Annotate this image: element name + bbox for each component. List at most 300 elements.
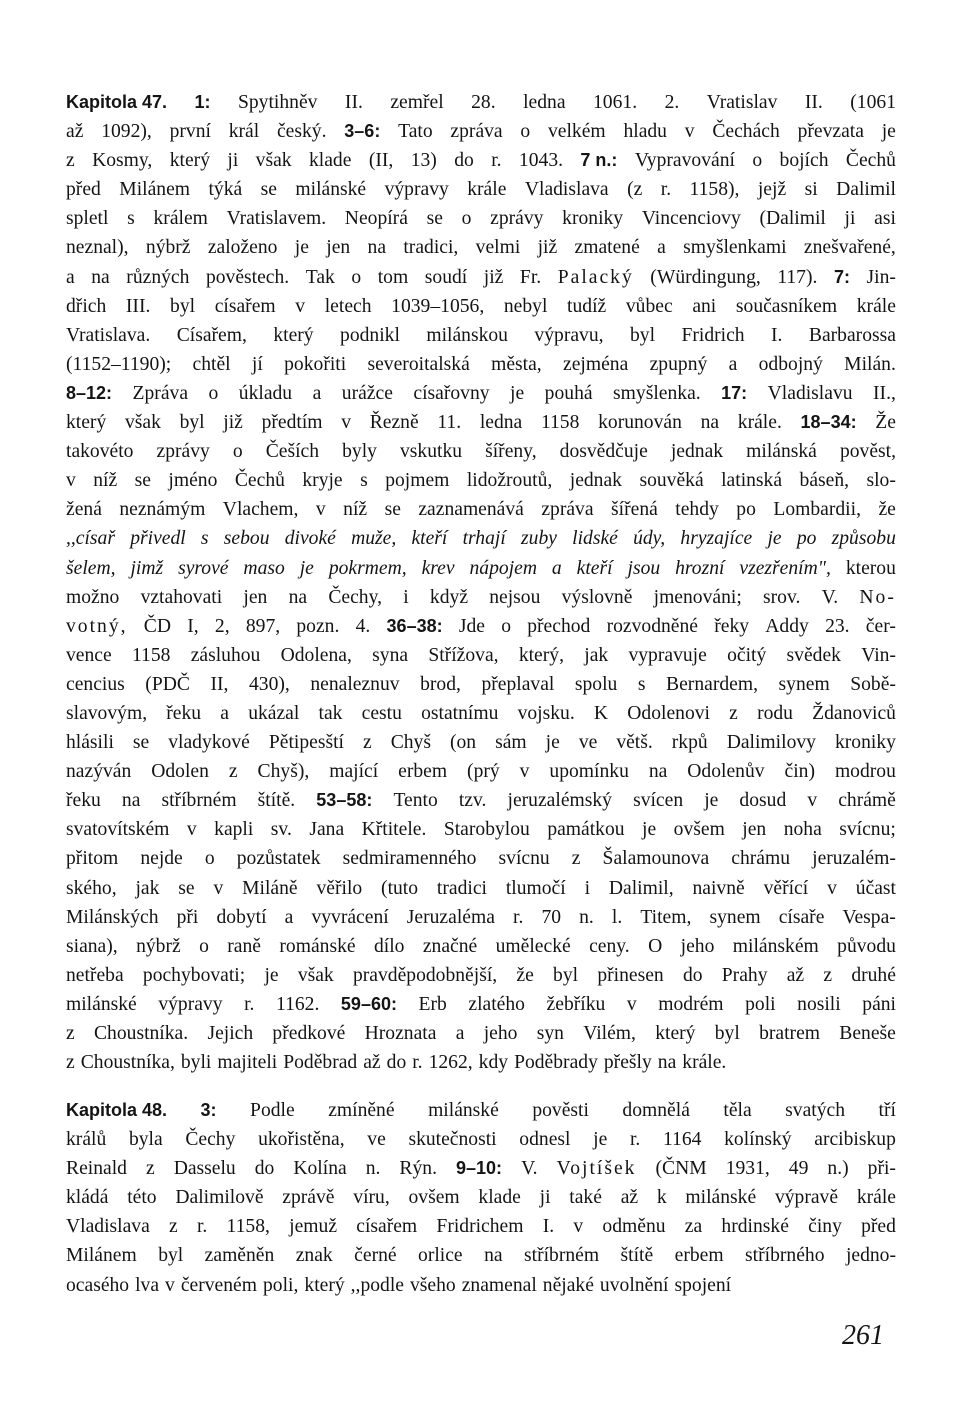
word: chrámu <box>731 848 791 870</box>
word: již <box>537 237 558 259</box>
word: zaznamenává <box>418 499 524 521</box>
text-line <box>66 117 896 146</box>
word: Odolen <box>151 761 209 783</box>
word: Addy <box>765 615 809 637</box>
word: mající <box>329 761 379 783</box>
word: Vespa- <box>842 906 896 928</box>
word: výpravu, <box>534 324 604 346</box>
word: bratrem <box>759 1023 821 1044</box>
text-line <box>66 903 896 932</box>
text-line <box>66 146 896 175</box>
text-line <box>66 379 896 408</box>
text-line <box>66 641 896 670</box>
word: na <box>648 761 668 783</box>
word: předtím <box>261 412 323 434</box>
word: Vilém, <box>583 1023 636 1044</box>
word: pokrmem, <box>328 557 407 579</box>
text-line <box>66 874 896 903</box>
word: 1164 <box>662 1129 702 1151</box>
word: nápojem <box>469 557 537 579</box>
word: krále. <box>737 412 782 434</box>
word: se <box>178 877 195 899</box>
word: 17: <box>721 382 748 403</box>
word: v <box>827 877 837 899</box>
word: v <box>341 412 352 434</box>
word: císařem <box>214 295 276 317</box>
word: Poděbrady <box>514 1052 598 1074</box>
word: pravděpodobnější, <box>352 964 498 986</box>
word: vskutku <box>399 441 463 463</box>
word: druhé <box>851 964 896 986</box>
word: milánské <box>685 1187 757 1209</box>
word: jemuž <box>289 1216 338 1238</box>
word: úkladu <box>238 382 293 404</box>
word: V. <box>521 1158 538 1180</box>
word: se <box>426 208 443 230</box>
word: je <box>299 557 314 579</box>
word: štítě. <box>257 790 296 812</box>
word: Čechů <box>234 470 285 492</box>
word: jednak <box>670 441 724 463</box>
word: kryje <box>302 470 343 492</box>
word: svícen <box>633 790 684 812</box>
word: Palacký <box>557 266 634 288</box>
word: 11. <box>437 412 462 434</box>
word: ,,podle <box>350 1274 404 1296</box>
word: je <box>264 964 279 986</box>
word: zprávy <box>490 208 544 230</box>
word: jeruzalémský <box>507 790 612 812</box>
word: v <box>684 121 695 143</box>
word: do <box>682 964 703 986</box>
text-line <box>66 88 896 117</box>
word: v <box>315 499 326 521</box>
text-line <box>66 670 896 699</box>
word: a <box>728 353 738 375</box>
word: raně <box>227 935 261 957</box>
word: neznal), <box>66 237 129 259</box>
word: milánská <box>746 441 817 463</box>
word: n. <box>579 906 594 928</box>
word: (prý <box>467 761 500 783</box>
word: král <box>228 121 260 143</box>
word: Vlachem, <box>222 499 299 521</box>
word: Kolína <box>293 1158 347 1180</box>
word: o <box>351 266 362 288</box>
word: Dalimil <box>836 179 896 201</box>
word: Fr. <box>519 266 542 288</box>
word: po <box>736 499 756 521</box>
word: 1158 <box>540 412 580 434</box>
word: románské <box>279 935 356 957</box>
word: Erb <box>418 993 447 1015</box>
word: syrové <box>178 557 229 579</box>
word: lidské <box>572 528 618 550</box>
word: šířená <box>611 499 658 521</box>
word: různých <box>126 266 190 288</box>
word: ČD <box>143 615 171 637</box>
word: Dalimilovy <box>726 732 816 754</box>
text-line <box>66 1241 896 1270</box>
word: tradici <box>436 877 487 899</box>
word: na <box>484 1245 503 1267</box>
word: při- <box>867 1158 896 1180</box>
word: syna <box>372 644 409 666</box>
word: z <box>66 150 75 172</box>
word: na <box>367 237 387 259</box>
word: krále <box>467 179 507 201</box>
word: Kosmy, <box>92 150 153 172</box>
word: ovšem <box>673 819 725 841</box>
word: dřich <box>66 295 107 317</box>
word: II., <box>873 382 896 404</box>
word: III. <box>125 295 151 317</box>
word: 1931, <box>725 1158 770 1180</box>
word: jeho <box>680 935 715 957</box>
word: (z <box>627 179 643 201</box>
word: jméno <box>168 470 218 492</box>
word: jednak <box>569 470 622 492</box>
word: 53–58: <box>316 790 373 811</box>
word: byl <box>629 324 656 346</box>
word: (on <box>449 732 477 754</box>
word: věřilo <box>316 877 363 899</box>
word: očitý <box>727 644 767 666</box>
word: šelem, <box>66 557 116 579</box>
word: spojení <box>674 1274 732 1296</box>
word: za <box>684 1216 703 1238</box>
word: Reinald <box>66 1158 127 1180</box>
word: Kapitola 48. <box>66 1100 168 1120</box>
word: který, <box>518 644 564 666</box>
word: krále. <box>682 1052 727 1074</box>
word: zpráva <box>450 121 503 143</box>
word: Dalimil, <box>608 877 674 899</box>
word: 1158 <box>131 644 171 666</box>
word: který <box>169 150 210 172</box>
word: ve <box>578 732 598 754</box>
word: o <box>232 441 243 463</box>
text-line <box>66 786 896 815</box>
text-line <box>66 466 896 495</box>
word: K <box>593 702 609 724</box>
word: s <box>637 673 646 695</box>
word: chrámě <box>838 790 896 812</box>
word: nenaleznuv <box>310 673 400 695</box>
word: přitom <box>66 848 119 870</box>
word: svatých <box>785 1100 846 1121</box>
word: tří <box>878 1100 896 1121</box>
word: kroniky <box>562 208 624 230</box>
word: jimž <box>130 557 164 579</box>
word: bojích <box>779 150 829 172</box>
word: r. <box>412 1052 423 1074</box>
word: výslovně <box>561 586 633 608</box>
word: a <box>284 906 294 928</box>
word: v <box>519 761 530 783</box>
word: původu <box>837 935 896 957</box>
word: Češích <box>265 441 320 463</box>
word: údy, <box>633 528 666 550</box>
word: stříbrném <box>161 790 237 812</box>
word: milánském <box>732 935 819 957</box>
word: Spytihněv <box>237 92 318 113</box>
word: až <box>66 121 84 143</box>
word: odměnu <box>602 1216 666 1238</box>
word: divoké <box>284 528 336 550</box>
word: Beneše <box>839 1023 896 1044</box>
word: této <box>127 1187 157 1209</box>
word: Choustníka. <box>93 1023 189 1044</box>
word: Jana <box>309 819 345 841</box>
word: značné <box>422 935 478 957</box>
word: Fridrich <box>681 324 745 346</box>
word: stříbrném <box>524 1245 600 1267</box>
word: arcibiskup <box>814 1129 896 1151</box>
word: krev <box>421 557 455 579</box>
word: (1152–1190); <box>66 353 172 375</box>
word: (II, <box>368 150 394 172</box>
word: Křtitele. <box>361 819 427 841</box>
word: z <box>66 1052 75 1074</box>
word: 3: <box>200 1100 217 1120</box>
word: v <box>165 1274 175 1296</box>
word: jejž <box>757 179 787 201</box>
word: byl <box>553 964 579 986</box>
word: kládá <box>66 1187 109 1209</box>
word: modrém <box>658 993 724 1015</box>
word: ledna <box>479 412 523 434</box>
word: kteří <box>411 528 448 550</box>
word: Milánem <box>66 1245 137 1267</box>
word: Jin- <box>866 266 896 288</box>
word: Pětipesští <box>268 732 344 754</box>
word: když <box>429 586 469 608</box>
word: z <box>169 1216 178 1238</box>
word: Kapitola 47. <box>66 92 168 112</box>
word: synem <box>709 906 761 928</box>
word: naivně <box>692 877 745 899</box>
word: Milán. <box>844 353 896 375</box>
word: králů <box>66 1129 107 1151</box>
word: se <box>384 499 401 521</box>
word: maso <box>243 557 285 579</box>
word: je <box>545 732 560 754</box>
word: jen <box>243 586 268 608</box>
word: Odolenův <box>687 761 765 783</box>
word: vzezřením", <box>739 557 831 579</box>
word: siana), <box>66 935 118 957</box>
text-line <box>66 844 896 873</box>
word: Starobylou <box>443 819 530 841</box>
word: pozůstatek <box>236 848 321 870</box>
word: tehdy <box>675 499 719 521</box>
word: Dalimilově <box>175 1187 264 1209</box>
word: Tak <box>305 266 335 288</box>
word: Ždanoviců <box>812 702 896 724</box>
word: sv. <box>270 819 292 841</box>
word: svatovítském <box>66 819 170 841</box>
word: Čechy <box>185 1129 236 1151</box>
word: vypravuje <box>628 644 707 666</box>
word: o <box>461 208 472 230</box>
word: zemřel <box>390 92 444 113</box>
word: je <box>704 790 719 812</box>
word: byl <box>158 1245 184 1267</box>
word: 18–34: <box>800 412 857 433</box>
word: 36–38: <box>386 615 443 636</box>
word: Sobě- <box>850 673 896 695</box>
word: rozvodněné <box>606 615 698 637</box>
text-line <box>66 350 896 379</box>
word: nýbrž <box>145 237 191 259</box>
word: tlumočí <box>505 877 566 899</box>
word: po <box>796 528 817 550</box>
word: latinská <box>721 470 783 492</box>
word: ve <box>367 1129 386 1151</box>
word: o <box>199 935 209 957</box>
word: Prahy <box>721 964 768 986</box>
word: r. <box>491 150 502 172</box>
word: synem <box>778 673 830 695</box>
word: cestu <box>361 702 402 724</box>
word: zprávy <box>156 441 210 463</box>
word: jmenováni; <box>653 586 742 608</box>
word: korunován <box>598 412 682 434</box>
word: a <box>66 266 75 288</box>
word: o <box>501 615 511 637</box>
word: v <box>186 819 197 841</box>
word: s <box>127 208 135 230</box>
text-line <box>66 1154 896 1183</box>
word: II. <box>804 92 823 113</box>
word: je <box>510 382 525 404</box>
word: Vladislava <box>524 179 609 201</box>
word: v <box>807 790 818 812</box>
word: modrou <box>834 761 896 783</box>
word: větš. <box>616 732 653 754</box>
word: do <box>254 1158 275 1180</box>
word: dobytí <box>216 906 267 928</box>
text-line <box>66 961 896 990</box>
word: podnikl <box>340 324 400 346</box>
word: 1: <box>194 92 211 112</box>
word: krále <box>856 295 896 317</box>
word: a <box>551 557 562 579</box>
word: 1262, <box>428 1052 473 1074</box>
text-line <box>66 932 896 961</box>
chapter-47-commentary <box>66 88 896 1077</box>
word: že <box>878 499 896 521</box>
word: klade <box>308 150 352 172</box>
word: červeném <box>180 1274 257 1296</box>
word: těla <box>723 1100 752 1121</box>
word: císařovny <box>413 382 490 404</box>
word: velmi <box>475 237 521 259</box>
word: pokořiti <box>284 353 347 375</box>
word: o <box>204 848 215 870</box>
word: pochybovati; <box>142 964 246 986</box>
word: II. <box>344 92 363 113</box>
word: ocasého <box>66 1274 130 1296</box>
word: vojsku. <box>517 702 575 724</box>
word: tak <box>318 702 343 724</box>
word: jak <box>135 877 160 899</box>
word: trhají <box>462 528 506 550</box>
word: velkém <box>548 121 606 143</box>
word: z <box>362 732 372 754</box>
word: s <box>200 528 209 550</box>
word: jeho <box>483 1023 518 1044</box>
word: (ČNM <box>655 1158 707 1180</box>
word: ledna <box>523 92 566 113</box>
word: před <box>66 179 101 201</box>
word: noha <box>783 819 822 841</box>
word: z <box>571 848 581 870</box>
word: hladu <box>623 121 667 143</box>
word: štítě <box>620 1245 654 1267</box>
word: stříbrného <box>745 1245 825 1267</box>
word: pojmem <box>385 470 450 492</box>
text-line <box>66 204 896 233</box>
word: ceny. <box>589 935 630 957</box>
word: je <box>881 121 896 143</box>
word: Milánských <box>66 906 159 928</box>
word: výpravě <box>774 1187 839 1209</box>
word: Dasselu <box>173 1158 236 1180</box>
word: vyvrácení <box>311 906 389 928</box>
word: majiteli <box>217 1052 278 1074</box>
word: 1039–1056, <box>391 295 485 317</box>
word: Milánem <box>119 179 191 201</box>
word: poli, <box>263 1274 299 1296</box>
word: smyšlenka. <box>613 382 701 404</box>
word: Odolenovi <box>627 702 710 724</box>
word: již <box>483 266 504 288</box>
word: jen <box>326 237 351 259</box>
word: milánské <box>295 179 367 201</box>
word: smyšlenkami <box>683 237 787 259</box>
word: však <box>297 964 334 986</box>
word: až <box>363 1052 381 1074</box>
word: také <box>569 1187 602 1209</box>
word: v <box>66 470 76 492</box>
word: tradici, <box>403 237 459 259</box>
word: Čechy, <box>328 586 382 608</box>
word: zmíněné <box>328 1100 395 1121</box>
word: jí <box>251 353 263 375</box>
word: nazýván <box>66 761 132 783</box>
word: znak <box>295 1245 333 1267</box>
word: chtěl <box>192 353 231 375</box>
word: ského, <box>66 877 117 899</box>
text-line <box>66 437 896 466</box>
word: o <box>752 150 763 172</box>
word: rodu <box>757 702 793 724</box>
word: Vladislava <box>66 1216 150 1238</box>
word: II, <box>210 673 229 695</box>
word: pozn. <box>296 615 340 637</box>
word: votný, <box>66 615 128 637</box>
word: který <box>273 324 314 346</box>
word: Vratislavem. <box>226 208 327 230</box>
word: nebyl <box>503 295 548 317</box>
word: svícnu <box>498 848 550 870</box>
word: V. <box>821 586 839 608</box>
text-line <box>66 699 896 728</box>
word: souvěká <box>639 470 704 492</box>
word: klade <box>478 1187 521 1209</box>
